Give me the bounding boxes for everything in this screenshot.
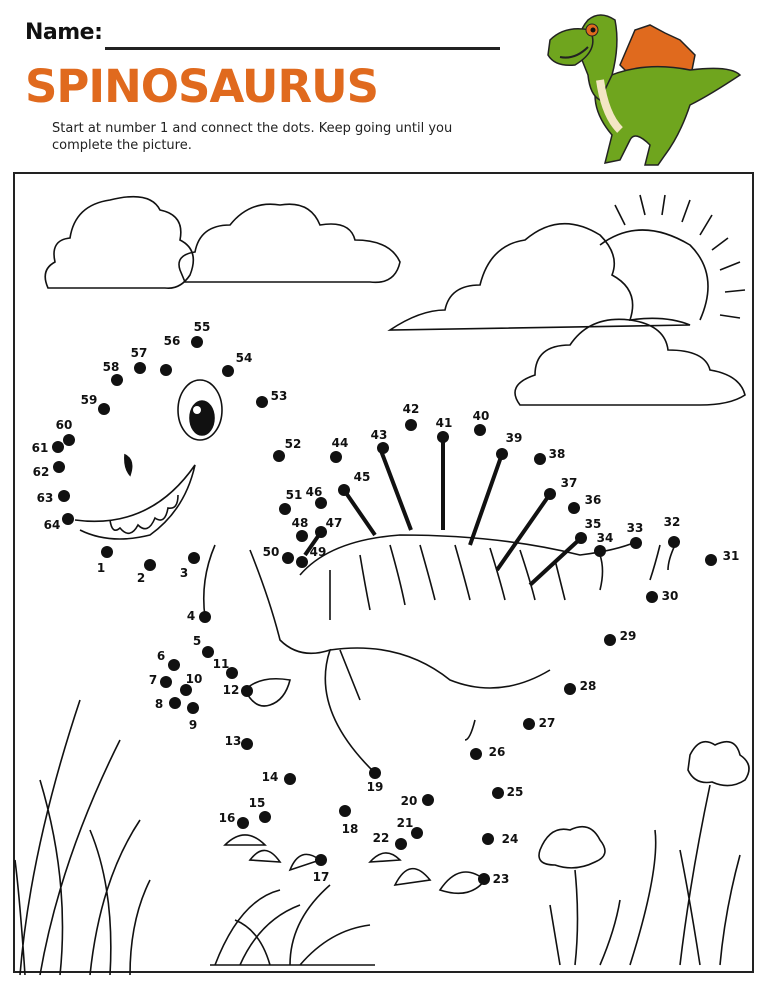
- dot-marker: [101, 546, 113, 558]
- dot-number: 13: [224, 734, 242, 748]
- dot-number: 17: [312, 870, 330, 884]
- dot-6: [157, 649, 180, 671]
- dot-number: 25: [506, 785, 524, 799]
- dot-12: [223, 683, 253, 697]
- dot-marker: [282, 552, 294, 564]
- dot-number: 47: [325, 516, 343, 530]
- dot-61: [32, 441, 64, 455]
- dot-17: [313, 854, 330, 884]
- dot-number: 21: [396, 816, 414, 830]
- dot-number: 58: [102, 360, 120, 374]
- dot-28: [564, 679, 596, 695]
- dot-marker: [564, 683, 576, 695]
- dot-number: 40: [472, 409, 490, 423]
- dot-55: [191, 320, 210, 348]
- dot-22: [373, 831, 407, 850]
- dot-20: [401, 794, 434, 808]
- dot-number: 60: [55, 418, 73, 432]
- dot-marker: [594, 545, 606, 557]
- dot-43: [371, 428, 389, 454]
- dot-number: 19: [366, 780, 384, 794]
- dot-number: 3: [179, 566, 189, 580]
- dot-number: 5: [192, 634, 202, 648]
- dot-47: [315, 516, 342, 538]
- dot-marker: [168, 659, 180, 671]
- dot-54: [222, 351, 252, 377]
- dot-7: [149, 673, 172, 688]
- sun: [600, 195, 745, 320]
- dot-marker: [169, 697, 181, 709]
- dot-number: 55: [193, 320, 211, 334]
- dot-number: 18: [341, 822, 359, 836]
- dot-marker: [63, 434, 75, 446]
- dot-marker: [273, 450, 285, 462]
- dot-marker: [62, 513, 74, 525]
- dot-46: [306, 485, 327, 509]
- dot-4: [187, 609, 211, 623]
- dot-marker: [604, 634, 616, 646]
- dot-24: [482, 832, 518, 846]
- dot-number: 41: [435, 416, 453, 430]
- dot-number: 54: [235, 351, 253, 365]
- dot-number: 15: [248, 796, 266, 810]
- dot-marker: [474, 424, 486, 436]
- dot-number: 22: [372, 831, 390, 845]
- dot-marker: [482, 833, 494, 845]
- dot-44: [330, 436, 348, 463]
- dot-marker: [705, 554, 717, 566]
- dot-marker: [199, 611, 211, 623]
- dot-3: [180, 552, 200, 580]
- dot-marker: [523, 718, 535, 730]
- dot-marker: [330, 451, 342, 463]
- dot-number: 29: [619, 629, 637, 643]
- dot-number: 59: [80, 393, 98, 407]
- dot-31: [705, 549, 739, 566]
- dot-number: 43: [370, 428, 388, 442]
- dot-marker: [188, 552, 200, 564]
- dot-29: [604, 629, 636, 646]
- grass-left: [15, 700, 150, 975]
- dot-16: [219, 811, 249, 829]
- stones: [225, 835, 485, 893]
- dot-38: [534, 447, 565, 465]
- dot-number: 6: [156, 649, 166, 663]
- dot-number: 23: [492, 872, 510, 886]
- dot-marker: [53, 461, 65, 473]
- dot-marker: [256, 396, 268, 408]
- dot-number: 45: [353, 470, 371, 484]
- dot-8: [155, 697, 181, 711]
- dot-number: 49: [309, 545, 327, 559]
- dot-marker: [437, 431, 449, 443]
- dot-52: [273, 437, 301, 462]
- dot-number: 9: [188, 718, 198, 732]
- dot-14: [262, 770, 296, 785]
- dot-9: [187, 702, 199, 732]
- dot-13: [225, 734, 253, 750]
- dot-number: 28: [579, 679, 597, 693]
- dot-number: 61: [31, 441, 49, 455]
- dot-number: 30: [661, 589, 679, 603]
- dot-11: [213, 657, 238, 679]
- dot-marker: [111, 374, 123, 386]
- dot-number: 7: [148, 673, 158, 687]
- dot-number: 27: [538, 716, 556, 730]
- cloud-left: [45, 197, 400, 289]
- dot-number: 36: [584, 493, 602, 507]
- dot-41: [436, 416, 453, 443]
- dot-marker: [492, 787, 504, 799]
- dot-number: 50: [262, 545, 280, 559]
- dot-number: 1: [96, 561, 106, 575]
- dot-number: 32: [663, 515, 681, 529]
- dot-30: [646, 589, 678, 603]
- dot-2: [137, 559, 156, 585]
- dot-number: 52: [284, 437, 302, 451]
- dot-marker: [160, 676, 172, 688]
- dot-marker: [222, 365, 234, 377]
- dot-marker: [134, 362, 146, 374]
- dot-63: [37, 490, 70, 505]
- dot-number: 31: [722, 549, 740, 563]
- dot-26: [470, 745, 505, 760]
- dot-number: 8: [154, 697, 164, 711]
- dot-marker: [339, 805, 351, 817]
- dot-number: 2: [136, 571, 146, 585]
- dot-57: [131, 346, 148, 374]
- dot-53: [256, 389, 287, 408]
- dot-42: [403, 402, 420, 431]
- dot-48: [292, 516, 309, 542]
- dot-19: [367, 767, 384, 794]
- dot-number: 44: [331, 436, 349, 450]
- dot-marker: [191, 336, 203, 348]
- dot-number: 24: [501, 832, 519, 846]
- dot-39: [496, 431, 522, 460]
- dot-marker: [187, 702, 199, 714]
- dot-marker: [646, 591, 658, 603]
- dot-23: [478, 872, 509, 886]
- dot-number: 57: [130, 346, 148, 360]
- dot-marker: [496, 448, 508, 460]
- dot-10: [180, 672, 202, 696]
- dot-36: [568, 493, 601, 514]
- dot-number: 63: [36, 491, 54, 505]
- dot-marker: [338, 484, 350, 496]
- dot-number: 16: [218, 811, 236, 825]
- dot-number: 14: [261, 770, 279, 784]
- dot-62: [33, 461, 65, 479]
- dot-number: 56: [163, 334, 181, 348]
- dot-marker: [284, 773, 296, 785]
- dot-51: [279, 488, 302, 515]
- dot-marker: [630, 537, 642, 549]
- dot-34: [594, 531, 613, 557]
- dot-number: 42: [402, 402, 420, 416]
- dot-marker: [395, 838, 407, 850]
- dot-number: 46: [305, 485, 323, 499]
- dot-marker: [470, 748, 482, 760]
- dot-37: [544, 476, 577, 500]
- dot-marker: [544, 488, 556, 500]
- dot-marker: [405, 419, 417, 431]
- dot-number: 34: [596, 531, 614, 545]
- dot-25: [492, 785, 523, 799]
- dot-marker: [241, 738, 253, 750]
- dot-marker: [237, 817, 249, 829]
- dot-number: 12: [222, 683, 240, 697]
- page-title: SPINOSAURUS: [25, 60, 379, 113]
- dot-45: [338, 470, 370, 496]
- dot-marker: [377, 442, 389, 454]
- dot-56: [160, 334, 180, 376]
- dot-1: [97, 546, 113, 575]
- dot-marker: [534, 453, 546, 465]
- dot-number: 53: [270, 389, 288, 403]
- dot-number: 62: [32, 465, 50, 479]
- dot-59: [81, 393, 110, 415]
- dot-marker: [422, 794, 434, 806]
- dot-marker: [144, 559, 156, 571]
- dot-marker: [259, 811, 271, 823]
- dot-number: 26: [488, 745, 506, 759]
- dot-marker: [58, 490, 70, 502]
- instructions: Start at number 1 and connect the dots. Keep going until you complete the picture.: [52, 121, 453, 153]
- dot-15: [249, 796, 271, 823]
- bush-bottom: [210, 885, 375, 965]
- dot-5: [193, 634, 214, 658]
- dot-18: [339, 805, 358, 836]
- dot-marker: [279, 503, 291, 515]
- dot-marker: [369, 767, 381, 779]
- dot-number: 37: [560, 476, 578, 490]
- dot-marker: [241, 685, 253, 697]
- dot-40: [473, 409, 490, 436]
- dot-21: [397, 816, 423, 839]
- dot-50: [263, 545, 294, 564]
- dot-marker: [568, 502, 580, 514]
- cloud-right: [390, 224, 745, 405]
- dot-marker: [296, 556, 308, 568]
- dot-marker: [296, 530, 308, 542]
- dot-number: 20: [400, 794, 418, 808]
- flowers-right: [539, 742, 749, 965]
- dot-number: 35: [584, 517, 602, 531]
- dot-marker: [160, 364, 172, 376]
- name-label: Name:: [25, 20, 103, 45]
- dot-number: 38: [548, 447, 566, 461]
- dot-number: 39: [505, 431, 523, 445]
- dot-marker: [478, 873, 490, 885]
- dot-64: [44, 513, 74, 532]
- dot-number: 33: [626, 521, 644, 535]
- dot-27: [523, 716, 555, 730]
- dot-number: 51: [285, 488, 303, 502]
- dot-marker: [315, 854, 327, 866]
- dot-58: [103, 360, 123, 386]
- dot-marker: [668, 536, 680, 548]
- dot-number: 64: [43, 518, 61, 532]
- dot-number: 11: [212, 657, 230, 671]
- dot-number: 48: [291, 516, 309, 530]
- dot-marker: [98, 403, 110, 415]
- dot-marker: [52, 441, 64, 453]
- dot-marker: [575, 532, 587, 544]
- dot-32: [664, 515, 681, 548]
- dot-number: 10: [185, 672, 203, 686]
- dot-number: 4: [186, 609, 196, 623]
